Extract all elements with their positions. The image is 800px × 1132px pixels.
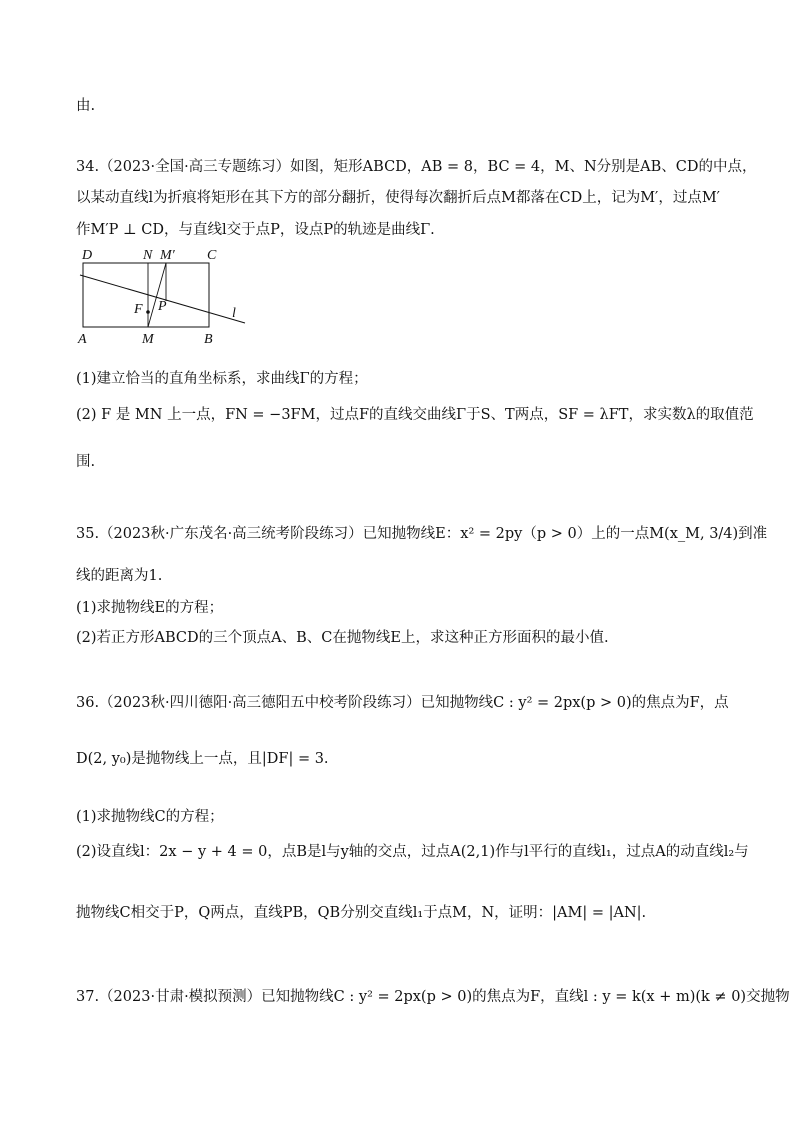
text-line: (1)求抛物线C的方程； (76, 809, 224, 825)
text-line: D(2, y₀)是抛物线上一点，且|DF| = 3. (76, 751, 329, 767)
label-p: P (158, 299, 167, 314)
label-f: F (134, 302, 143, 317)
text-line: (1)求抛物线E的方程； (76, 600, 224, 616)
label-m-prime: M′ (160, 248, 175, 263)
label-b: B (204, 332, 213, 347)
rectangle-abcd (83, 263, 209, 327)
label-n: N (143, 248, 153, 263)
text-line: 35.（2023秋·广东茂名·高三统考阶段练习）已知抛物线E：x² = 2py（p > 0）上的一点M(x_M, 3/4)到准 (76, 526, 768, 542)
label-a: A (78, 332, 87, 347)
text-line: (2) F 是 MN 上一点，FN = −3FM，过点F的直线交曲线Γ于S、T两点，SF = λFT，求实数λ的取值范 (76, 407, 754, 423)
label-l: l (232, 306, 236, 321)
text-line: 作M′P ⊥ CD，与直线l交于点P，设点P的轨迹是曲线Γ. (76, 222, 435, 238)
text-line: 34.（2023·全国·高三专题练习）如图，矩形ABCD，AB = 8，BC = 4，M、N分别是AB、CD的中点， (76, 159, 757, 175)
text-line: (2)若正方形ABCD的三个顶点A、B、C在抛物线E上，求这种正方形面积的最小值. (76, 630, 609, 646)
text-line: 以某动直线l为折痕将矩形在其下方的部分翻折，使得每次翻折后点M都落在CD上，记为M′，过点M′ (76, 190, 720, 206)
text-line: 由. (76, 98, 96, 114)
text-line: 围. (76, 454, 96, 470)
text-line: 36.（2023秋·四川德阳·高三德阳五中校考阶段练习）已知抛物线C : y² = 2px(p > 0)的焦点为F，点 (76, 695, 729, 711)
text-line: 线的距离为1. (76, 568, 163, 584)
label-m: M (142, 332, 154, 347)
point-f (146, 310, 150, 314)
text-line: (1)建立恰当的直角坐标系，求曲线Γ的方程； (76, 371, 368, 387)
label-c: C (207, 248, 217, 263)
text-line: 抛物线C相交于P，Q两点，直线PB，QB分别交直线l₁于点M，N，证明：|AM| = |AN|. (76, 905, 647, 921)
rectangle-fold-figure (70, 245, 270, 350)
text-line: (2)设直线l：2x − y + 4 = 0，点B是l与y轴的交点，过点A(2,1)作与l平行的直线l₁，过点A的动直线l₂与 (76, 844, 749, 860)
text-line: 37.（2023·甘肃·模拟预测）已知抛物线C : y² = 2px(p > 0)的焦点为F，直线l : y = k(x + m)(k ≠ 0)交抛物 (76, 989, 790, 1005)
label-d: D (82, 248, 93, 263)
segment-mm-prime (148, 263, 166, 327)
